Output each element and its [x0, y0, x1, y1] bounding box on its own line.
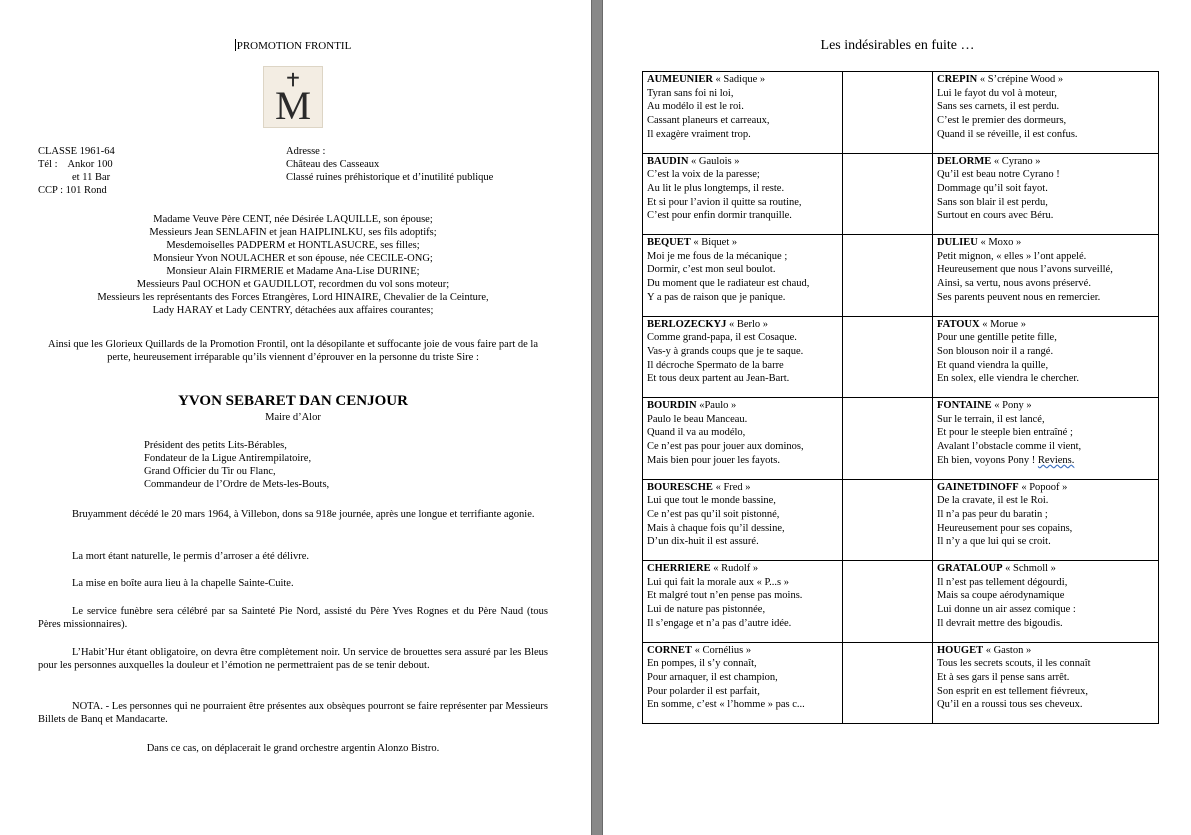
poem-heading	[647, 481, 839, 495]
poem-heading	[937, 236, 1155, 250]
poem-cell	[643, 561, 843, 643]
poem-nickname: « Gaulois »	[691, 155, 740, 167]
poem-cell	[933, 235, 1159, 317]
poem-cell	[643, 398, 843, 480]
poem-cell	[933, 316, 1159, 398]
poem-person-name: GRATALOUP	[937, 563, 1003, 574]
poem-line: Cassant planeurs et carreaux,	[647, 115, 770, 127]
poem-line: C’est la voix de la paresse;	[647, 169, 760, 181]
poem-nickname: « Berlo »	[728, 318, 769, 330]
promotion-logo	[263, 66, 323, 128]
poem-cell	[933, 561, 1159, 643]
poem-line: Avalant l’obstacle comme il vient,	[937, 441, 1082, 453]
poem-line: Heureusement pour ses copains,	[937, 522, 1073, 534]
empty-cell	[843, 316, 933, 398]
poem-person-name: BOURDIN	[647, 400, 697, 411]
poem-line: Ainsi, sa vertu, nous avons préservé.	[937, 278, 1091, 290]
poem-cell	[643, 642, 843, 724]
poem-line: C’est le premier des dormeurs,	[937, 115, 1067, 127]
poem-row	[643, 561, 1159, 643]
poem-line: Dormir, c’est mon seul boulot.	[647, 264, 776, 276]
poem-row	[643, 316, 1159, 398]
poem-nickname: « Schmoll »	[1005, 563, 1056, 574]
family-line: Monsieur Alain FIRMERIE et Madame Ana-Lise DURINE;	[166, 266, 420, 277]
poem-line: Sur le terrain, il est lancé,	[937, 413, 1045, 425]
poem-line: Tous les secrets scouts, il les connaît	[937, 658, 1091, 670]
poem-nickname: « Fred »	[715, 481, 751, 493]
empty-cell	[843, 153, 933, 235]
poem-cell	[933, 479, 1159, 561]
poem-cell	[643, 479, 843, 561]
poem-person-name: BEQUET	[647, 237, 691, 248]
poem-heading	[647, 562, 839, 576]
address-block	[286, 145, 493, 184]
family-line: Madame Veuve Père CENT, née Désirée LAQUILLE, son épouse;	[153, 214, 433, 225]
poem-line: Petit mignon, « elles » l’ont appelé.	[937, 250, 1087, 262]
poem-cell	[933, 398, 1159, 480]
poem-line: Moi je me fous de la mécanique ;	[647, 250, 788, 262]
poem-row	[643, 235, 1159, 317]
poem-line: Lui de nature pas pistonnée,	[647, 604, 766, 616]
poem-row	[643, 398, 1159, 480]
poem-line: Qu’il est beau notre Cyrano !	[937, 169, 1060, 181]
mise-paragraph: La mise en boîte aura lieu à la chapelle Sainte-Cuite.	[72, 578, 294, 589]
poem-line: C’est pour enfin dormir tranquille.	[647, 210, 792, 222]
poem-line: Sans son blair il est perdu,	[937, 196, 1048, 208]
family-line: Monsieur Yvon NOULACHER et son épouse, née CECILE-ONG;	[153, 253, 433, 264]
poem-line: Mais sa coupe aérodynamique	[937, 590, 1065, 602]
poem-line: Et quand viendra la quille,	[937, 359, 1049, 371]
poem-heading	[937, 318, 1155, 332]
poem-nickname: « Morue »	[982, 318, 1026, 330]
right-page-title: Les indésirables en fuite …	[820, 38, 975, 53]
poem-nickname: « Cyrano »	[993, 155, 1041, 167]
poem-line: Quand il va au modélo,	[647, 427, 746, 439]
family-line: Messieurs Jean SENLAFIN et jean HAIPLINLKU, ses fils adoptifs;	[149, 227, 437, 238]
poem-person-name: FATOUX	[937, 318, 980, 330]
poem-line: Ce n’est pas pour jouer aux dominos,	[647, 441, 804, 453]
title-line: Grand Officier du Tir ou Flanc,	[144, 466, 276, 477]
page-title: PROMOTION FRONTIL	[236, 40, 352, 52]
deceased-subtitle: Maire d’Alor	[265, 412, 321, 423]
poems-table	[642, 71, 1159, 724]
title-line: Commandeur de l’Ordre de Mets-les-Bouts,	[144, 479, 330, 490]
poem-nickname: « Rudolf »	[713, 563, 759, 574]
poem-cell	[933, 642, 1159, 724]
classe-label: CLASSE 1961-64	[38, 146, 115, 157]
contact-block	[38, 145, 115, 197]
poem-line: De la cravate, il est le Roi.	[937, 495, 1049, 507]
poem-person-name: BAUDIN	[647, 155, 689, 167]
empty-cell	[843, 398, 933, 480]
poem-person-name: CHERRIERE	[647, 563, 711, 574]
poem-line: Paulo le beau Manceau.	[647, 413, 748, 425]
poem-line: Eh bien, voyons Pony ! Reviens.	[937, 454, 1075, 466]
poem-row	[643, 642, 1159, 724]
poem-heading	[647, 318, 839, 332]
poem-line: Tyran sans foi ni loi,	[647, 87, 734, 99]
poem-line: Il n’y a que lui qui se croit.	[937, 536, 1051, 548]
empty-cell	[843, 642, 933, 724]
empty-cell	[843, 561, 933, 643]
poem-line: En solex, elle viendra le chercher.	[937, 373, 1079, 385]
poem-line: Lui qui fait la morale aux « P...s »	[647, 576, 790, 588]
title-line: Président des petits Lits-Bérables,	[144, 440, 287, 451]
poem-line: Lui le fayot du vol à moteur,	[937, 87, 1058, 99]
poem-line: Il exagère vraiment trop.	[647, 128, 751, 140]
poem-cell	[643, 235, 843, 317]
poem-line: Du moment que le radiateur est chaud,	[647, 278, 810, 290]
poem-line: D’un dix-huit il est assuré.	[647, 536, 759, 548]
family-line: Messieurs les représentants des Forces Etrangères, Lord HINAIRE, Chevalier de la Ceinture,	[97, 292, 489, 303]
family-list	[0, 213, 586, 317]
poem-line: Vas-y à grands coups que je te saque.	[647, 345, 804, 357]
spellcheck-word: Reviens.	[1037, 454, 1075, 466]
poem-line: Heureusement que nous l’avons surveillé,	[937, 264, 1113, 276]
poem-person-name: DELORME	[937, 155, 992, 167]
empty-cell	[843, 479, 933, 561]
poem-person-name: HOUGET	[937, 644, 984, 656]
poem-line: En somme, c’est « l’homme » pas c...	[647, 699, 805, 711]
titles-list	[144, 439, 329, 491]
poem-line: Mais à chaque fois qu’il dessine,	[647, 522, 785, 534]
poem-person-name: FONTAINE	[937, 400, 992, 411]
poem-person-name: BOURESCHE	[647, 481, 713, 493]
poem-cell	[933, 72, 1159, 154]
poem-line: Mais bien pour jouer les fayots.	[647, 454, 780, 466]
tel-line-2: et 11 Bar	[72, 172, 111, 183]
poem-line: Il devrait mettre des bigoudis.	[937, 617, 1063, 629]
poem-line: Comme grand-papa, il est Cosaque.	[647, 332, 797, 344]
bistro-paragraph: Dans ce cas, on déplacerait le grand orchestre argentin Alonzo Bistro.	[146, 743, 440, 754]
poem-line: Lui donne un air assez comique :	[937, 604, 1076, 616]
poem-nickname: « Gaston »	[985, 644, 1032, 656]
poem-line: Pour une gentille petite fille,	[937, 332, 1057, 344]
ccp-line: CCP : 101 Rond	[38, 185, 107, 196]
poem-nickname: « Moxo »	[980, 237, 1022, 248]
poem-person-name: CREPIN	[937, 74, 978, 85]
title-line: Fondateur de la Ligue Antirempilatoire,	[144, 453, 312, 464]
svg-text:M: M	[274, 83, 312, 127]
poem-line: Ce n’est pas qu’il soit pistonné,	[647, 508, 780, 520]
tel-line-1: Tél : Ankor 100	[38, 159, 113, 170]
habit-paragraph: L’Habit’Hur étant obligatoire, on devra être complètement noir. Un service de brouettes sera assuré par les Bleus pour les personnes auxquelles la douleur et l’émotion ne permettraient pas de se tenir debout.	[38, 647, 548, 671]
poem-line: Sans ses carnets, il est perdu.	[937, 101, 1060, 113]
address-label: Adresse :	[286, 146, 326, 157]
deceased-name: YVON SEBARET DAN CENJOUR	[178, 393, 408, 409]
poem-nickname: « Pony »	[994, 400, 1032, 411]
poem-line: Il s’engage et n’a pas d’autre idée.	[647, 617, 792, 629]
mort-paragraph: La mort étant naturelle, le permis d’arroser a été délivre.	[72, 551, 310, 562]
poem-line: Quand il se réveille, il est confus.	[937, 128, 1078, 140]
nota-paragraph: NOTA. - Les personnes qui ne pourraient être présentes aux obsèques pourront se faire représenter par Messieurs Billets de Banq et Mandacarte.	[38, 701, 548, 725]
poem-cell	[643, 153, 843, 235]
poem-line: Y a pas de raison que je panique.	[647, 291, 786, 303]
page-divider	[591, 0, 603, 835]
poem-heading	[647, 644, 839, 658]
poem-line: Lui que tout le monde bassine,	[647, 495, 776, 507]
poem-row	[643, 72, 1159, 154]
poem-line: Surtout en cours avec Béru.	[937, 210, 1054, 222]
poem-line: Son esprit en est tellement fiévreux,	[937, 685, 1089, 697]
poem-person-name: CORNET	[647, 644, 692, 656]
poem-cell	[643, 72, 843, 154]
left-page	[0, 0, 590, 835]
poem-heading	[647, 155, 839, 169]
poem-heading	[937, 155, 1155, 169]
poem-line: Au modélo il est le roi.	[647, 101, 744, 113]
poem-nickname: « Cornélius »	[694, 644, 752, 656]
text-cursor	[235, 39, 236, 51]
poem-heading	[937, 399, 1155, 413]
poem-heading	[647, 399, 839, 413]
poem-heading	[647, 236, 839, 250]
poem-line: Son blouson noir il a rangé.	[937, 345, 1054, 357]
poem-line: Et à ses gars il pense sans arrêt.	[937, 671, 1070, 683]
poem-nickname: «Paulo »	[699, 400, 737, 411]
empty-cell	[843, 235, 933, 317]
address-line-1: Château des Casseaux	[286, 159, 380, 170]
poem-row	[643, 479, 1159, 561]
poem-person-name: GAINETDINOFF	[937, 481, 1019, 493]
poem-cell	[933, 153, 1159, 235]
poem-row	[643, 153, 1159, 235]
poem-line: Et pour le steeple bien entraîné ;	[937, 427, 1073, 439]
poem-line: Et si pour l’avion il quitte sa routine,	[647, 196, 802, 208]
poem-line: Et tous deux partent au Jean-Bart.	[647, 373, 790, 385]
family-line: Messieurs Paul OCHON et GAUDILLOT, recordmen du vol sons moteur;	[136, 279, 450, 290]
poem-line: Qu’il en a roussi tous ses cheveux.	[937, 699, 1083, 711]
poem-nickname: « S’crépine Wood »	[979, 74, 1064, 85]
poem-line: Il n’est pas tellement dégourdi,	[937, 576, 1068, 588]
family-line: Mesdemoiselles PADPERM et HONTLASUCRE, ses filles;	[166, 240, 420, 251]
poem-heading	[647, 73, 839, 87]
poem-person-name: DULIEU	[937, 237, 978, 248]
poem-nickname: « Sadique »	[715, 74, 766, 85]
poem-heading	[937, 644, 1155, 658]
poem-heading	[937, 562, 1155, 576]
poem-line: Il n’a pas peur du baratin ;	[937, 508, 1048, 520]
poem-line: En pompes, il s’y connaît,	[647, 658, 757, 670]
poem-person-name: AUMEUNIER	[647, 74, 713, 85]
poem-cell	[643, 316, 843, 398]
poem-line: Ses parents peuvent nous en remercier.	[937, 291, 1101, 303]
empty-cell	[843, 72, 933, 154]
family-line: Lady HARAY et Lady CENTRY, détachées aux affaires courantes;	[152, 305, 434, 316]
service-paragraph: Le service funèbre sera célébré par sa Sainteté Pie Nord, assisté du Père Yves Rognes et du Père Naud (tous Pères missionnaires).	[38, 606, 548, 630]
address-line-2: Classé ruines préhistorique et d’inutilité publique	[286, 172, 494, 183]
poem-person-name: BERLOZECKYJ	[647, 318, 727, 330]
poem-line: Et malgré tout n’en pense pas moins.	[647, 590, 803, 602]
poem-heading	[937, 481, 1155, 495]
announcement-paragraph: Ainsi que les Glorieux Quillards de la Promotion Frontil, ont la désopilante et suffocante joie de vous faire part de la perte, heureusement irréparable qu’ils viennent d’éprouver en la personne du triste Sire :	[48, 339, 538, 363]
poem-line: Pour polarder il est parfait,	[647, 685, 760, 697]
poem-line: Au lit le plus longtemps, il reste.	[647, 182, 785, 194]
poem-heading	[937, 73, 1155, 87]
deces-paragraph: Bruyamment décédé le 20 mars 1964, à Villebon, dons sa 918e journée, après une longue et terrifiante agonie.	[72, 509, 535, 520]
poem-nickname: « Popoof »	[1021, 481, 1068, 493]
poem-line: Dommage qu’il soit fayot.	[937, 182, 1048, 194]
poem-line: Pour arnaquer, il est champion,	[647, 671, 778, 683]
poem-line: Il décroche Spermato de la barre	[647, 359, 784, 371]
poem-nickname: « Biquet »	[693, 237, 738, 248]
